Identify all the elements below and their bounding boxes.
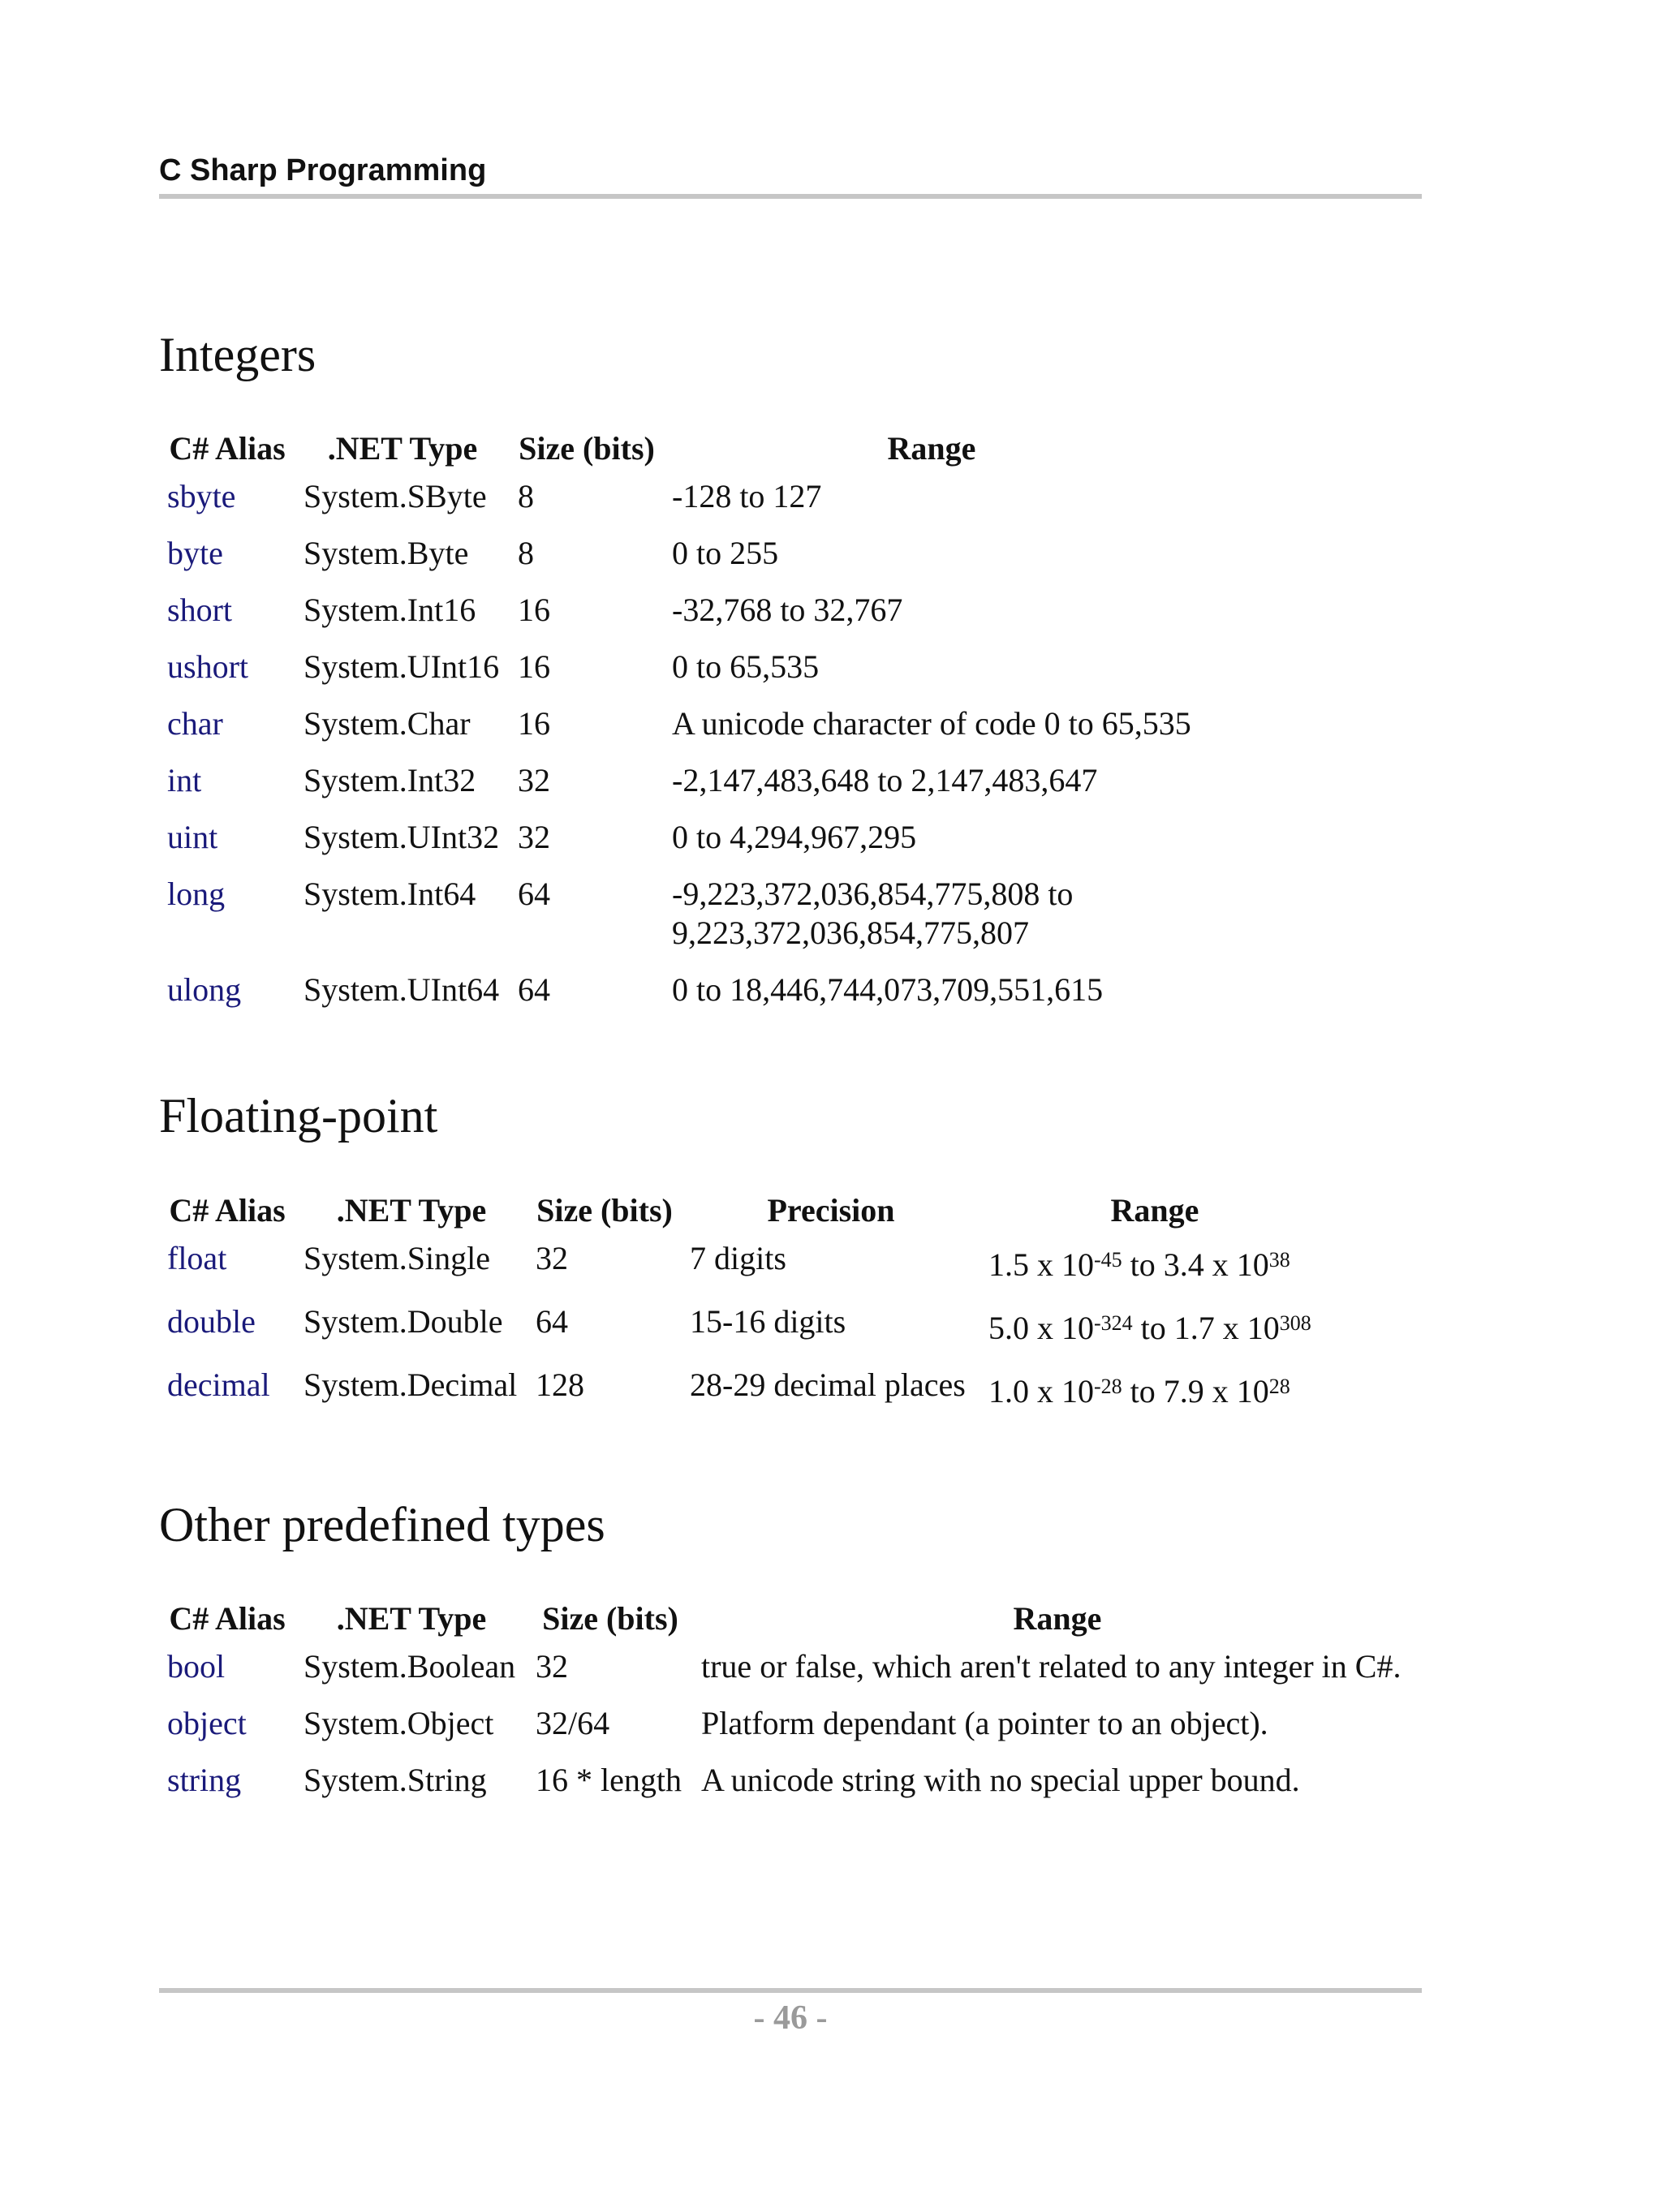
range-cell: -128 to 127: [672, 478, 822, 514]
precision-cell: 28-29 decimal places: [690, 1366, 966, 1403]
type-cell: System.Int32: [304, 762, 476, 798]
alias-cell: ushort: [167, 648, 248, 685]
range-mantissa-b: to 1.7 x 10: [1132, 1310, 1280, 1346]
range-cell: [664, 875, 1199, 970]
size-cell: 128: [536, 1366, 584, 1403]
type-cell: System.Object: [304, 1705, 494, 1741]
range-cell: 0 to 255: [672, 535, 779, 571]
size-cell: 16: [518, 648, 550, 685]
size-cell: 64: [518, 876, 550, 912]
sci-range: [988, 1302, 1311, 1348]
type-cell: System.Single: [304, 1240, 491, 1276]
type-cell: System.Char: [304, 705, 471, 742]
type-cell: System.Double: [304, 1303, 503, 1340]
size-cell: 8: [518, 535, 534, 571]
table-row: [159, 704, 1199, 761]
type-cell: System.UInt16: [304, 648, 500, 685]
alias-cell: short: [167, 592, 232, 628]
precision-cell: 7 digits: [690, 1240, 786, 1276]
range-exponent-a: -45: [1094, 1248, 1122, 1272]
range-exponent-b: 28: [1268, 1375, 1290, 1398]
col-size: Size (bits): [542, 1600, 678, 1637]
table-row: [159, 534, 1199, 591]
table-row: [159, 1239, 1329, 1302]
col-range: Range: [1110, 1192, 1199, 1229]
type-cell: System.Int64: [304, 876, 476, 912]
floating-table: [159, 1182, 1329, 1429]
range-cell: 0 to 65,535: [672, 648, 820, 685]
page-number: - 46 -: [753, 1999, 828, 2037]
size-cell: 32: [536, 1240, 568, 1276]
size-cell: 16: [518, 592, 550, 628]
table-row: [159, 477, 1199, 534]
table-row: [159, 1366, 1329, 1429]
col-alias: C# Alias: [169, 1192, 286, 1229]
size-cell: 16: [518, 705, 550, 742]
size-cell: 64: [518, 971, 550, 1008]
alias-cell: object: [167, 1705, 247, 1741]
range-cell: [980, 1239, 1329, 1302]
range-cell: A unicode string with no special upper bound.: [701, 1762, 1300, 1798]
type-cell: System.Int16: [304, 592, 476, 628]
col-size: Size (bits): [536, 1192, 673, 1229]
floating-heading: Floating-point: [159, 1089, 438, 1143]
size-cell: 16 * length: [536, 1762, 682, 1798]
size-cell: 32: [518, 762, 550, 798]
alias-cell: string: [167, 1762, 242, 1798]
range-exponent-b: 38: [1268, 1248, 1290, 1272]
alias-cell: sbyte: [167, 478, 236, 514]
type-cell: System.UInt32: [304, 819, 500, 855]
range-mantissa-b: to 3.4 x 10: [1122, 1246, 1269, 1283]
range-cell: true or false, which aren't related to any integer in C#.: [701, 1648, 1402, 1685]
col-range: Range: [887, 430, 976, 467]
sci-range: [988, 1366, 1290, 1411]
table-row: [159, 1761, 1422, 1818]
size-cell: 8: [518, 478, 534, 514]
col-precision: Precision: [767, 1192, 895, 1229]
alias-cell: int: [167, 762, 202, 798]
sci-range: [988, 1239, 1290, 1285]
col-alias: C# Alias: [169, 430, 286, 467]
other-header-row: [159, 1590, 1422, 1647]
range-mantissa-b: to 7.9 x 10: [1122, 1373, 1269, 1409]
type-cell: System.String: [304, 1762, 487, 1798]
col-alias: C# Alias: [169, 1600, 286, 1637]
table-row: [159, 818, 1199, 875]
range-mantissa-a: 1.0 x 10: [988, 1373, 1094, 1409]
footer-rule: [159, 1988, 1422, 1993]
table-row: [159, 970, 1199, 1027]
alias-cell: float: [167, 1240, 227, 1276]
integers-table: [159, 420, 1199, 1027]
range-mantissa-a: 1.5 x 10: [988, 1246, 1094, 1283]
size-cell: 32: [518, 819, 550, 855]
type-cell: System.Boolean: [304, 1648, 516, 1685]
size-cell: 32/64: [536, 1705, 610, 1741]
table-row: [159, 591, 1199, 648]
integers-header-row: [159, 420, 1199, 477]
type-cell: System.Byte: [304, 535, 469, 571]
range-cell: A unicode character of code 0 to 65,535: [672, 705, 1191, 742]
range-cell: 0 to 4,294,967,295: [672, 819, 917, 855]
col-range: Range: [1013, 1600, 1102, 1637]
range-cell: [980, 1302, 1329, 1366]
range-line-1: -9,223,372,036,854,775,808 to: [672, 876, 1074, 912]
col-net-type: .NET Type: [327, 430, 478, 467]
type-cell: System.UInt64: [304, 971, 500, 1008]
range-cell: -2,147,483,648 to 2,147,483,647: [672, 762, 1098, 798]
range-cell: [980, 1366, 1329, 1429]
table-row: [159, 1704, 1422, 1761]
alias-cell: decimal: [167, 1366, 270, 1403]
alias-cell: byte: [167, 535, 223, 571]
col-net-type: .NET Type: [336, 1600, 487, 1637]
range-mantissa-a: 5.0 x 10: [988, 1310, 1094, 1346]
other-table: [159, 1590, 1422, 1818]
range-exponent-b: 308: [1279, 1311, 1311, 1335]
floating-header-row: [159, 1182, 1329, 1239]
col-net-type: .NET Type: [336, 1192, 487, 1229]
size-cell: 64: [536, 1303, 568, 1340]
running-header: C Sharp Programming: [159, 153, 487, 187]
alias-cell: uint: [167, 819, 218, 855]
col-size: Size (bits): [519, 430, 655, 467]
table-row: [159, 1647, 1422, 1704]
alias-cell: ulong: [167, 971, 242, 1008]
precision-cell: 15-16 digits: [690, 1303, 846, 1340]
range-exponent-a: -28: [1094, 1375, 1122, 1398]
other-heading: Other predefined types: [159, 1498, 605, 1551]
type-cell: System.Decimal: [304, 1366, 518, 1403]
range-exponent-a: -324: [1094, 1311, 1133, 1335]
range-cell: -32,768 to 32,767: [672, 592, 903, 628]
table-row: [159, 1302, 1329, 1366]
range-line-2: 9,223,372,036,854,775,807: [672, 914, 1029, 951]
alias-cell: long: [167, 876, 226, 912]
size-cell: 32: [536, 1648, 568, 1685]
range-cell: 0 to 18,446,744,073,709,551,615: [672, 971, 1104, 1008]
range-cell: Platform dependant (a pointer to an object).: [701, 1705, 1268, 1741]
table-row: [159, 648, 1199, 704]
header-rule: [159, 194, 1422, 199]
table-row: [159, 761, 1199, 818]
alias-cell: double: [167, 1303, 256, 1340]
alias-cell: char: [167, 705, 223, 742]
type-cell: System.SByte: [304, 478, 487, 514]
table-row: [159, 875, 1199, 970]
integers-heading: Integers: [159, 328, 316, 381]
alias-cell: bool: [167, 1648, 226, 1685]
